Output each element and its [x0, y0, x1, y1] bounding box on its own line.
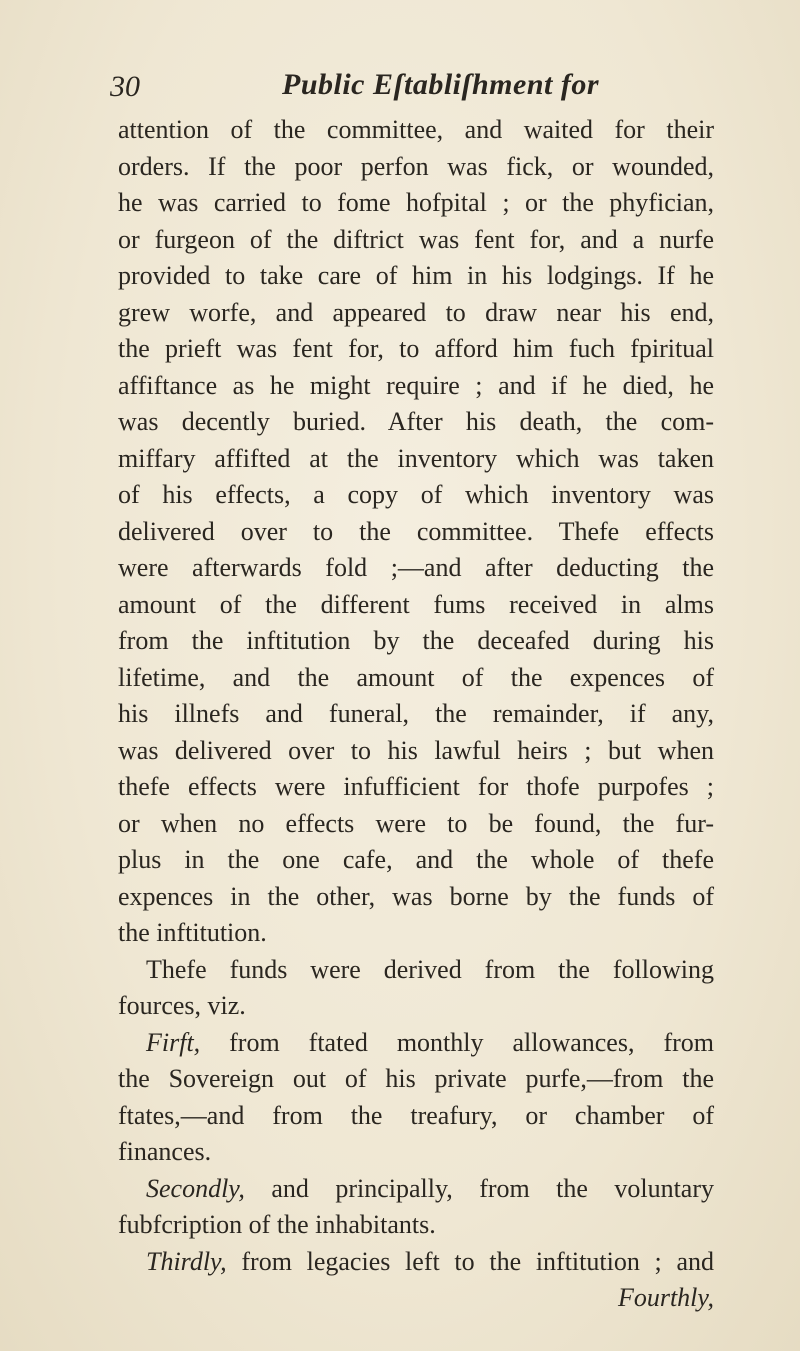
secondly-lead: Secondly, [146, 1173, 245, 1203]
body-text [118, 112, 714, 1317]
catchword: Fourthly, [617, 1283, 714, 1312]
paragraph-thirdly-line [118, 1244, 714, 1281]
text-line: the prieft was fent for, to afford him fuch fpiritual [118, 334, 714, 363]
text-line: from the inftitution by the deceafed during his [118, 626, 714, 655]
text-line: provided to take care of him in his lodgings. If he [118, 261, 714, 290]
text-line: or furgeon of the diftrict was fent for, and a nurfe [118, 224, 714, 254]
firstly-text: from ftated monthly allowances, from [200, 1027, 714, 1057]
text-line: amount of the different fums received in alms [118, 589, 714, 619]
paragraph-secondly-line: fubfcription of the inhabitants. [118, 1210, 436, 1239]
page-header [110, 66, 710, 110]
text-line: of his effects, a copy of which inventory was [118, 480, 714, 509]
firstly-lead: Firft, [146, 1027, 201, 1057]
paragraph-firstly-line [118, 1025, 714, 1062]
text-line: thefe effects were infufficient for thofe purpofes ; [118, 772, 714, 801]
text-line: his illnefs and funeral, the remainder, if any, [118, 699, 714, 728]
paragraph-firstly-line: finances. [118, 1137, 212, 1166]
text-line: he was carried to fome hofpital ; or the phyfician, [118, 188, 714, 217]
secondly-text: and principally, from the voluntary [244, 1173, 714, 1203]
text-line: or when no effects were to be found, the fur- [118, 808, 714, 838]
text-line: expences in the other, was borne by the funds of [118, 881, 714, 911]
text-line: miffary affifted at the inventory which was taken [118, 443, 714, 473]
text-line: was delivered over to his lawful heirs ; but when [118, 735, 714, 765]
text-line: affiftance as he might require ; and if he died, he [118, 370, 714, 400]
page-number: 30 [110, 70, 140, 103]
paragraph-funds-line: fources, viz. [118, 991, 246, 1020]
paragraph-funds-line: Thefe funds were derived from the following [146, 954, 714, 984]
text-line: grew worfe, and appeared to draw near his end, [118, 297, 714, 327]
text-line: were afterwards fold ;—and after deducting the [118, 553, 714, 582]
text-line: attention of the committee, and waited for their [118, 115, 714, 144]
text-line: the inftitution. [118, 918, 267, 947]
thirdly-lead: Thirdly, [146, 1246, 227, 1276]
paragraph-firstly-line: the Sovereign out of his private purfe,—from the [118, 1064, 714, 1093]
paragraph-secondly-line [118, 1171, 714, 1208]
paragraph-firstly-line: ftates,—and from the treafury, or chamber of [118, 1100, 714, 1130]
running-head: Public Eſtabliſhment for [282, 68, 600, 101]
text-line: delivered over to the committee. Thefe effects [118, 516, 714, 546]
text-line: plus in the one cafe, and the whole of thefe [118, 845, 714, 874]
text-line: lifetime, and the amount of the expences of [118, 662, 714, 692]
text-line: was decently buried. After his death, the com- [118, 407, 714, 436]
thirdly-text: from legacies left to the inftitution ; and [226, 1246, 714, 1276]
text-line: orders. If the poor perfon was fick, or wounded, [118, 151, 714, 181]
